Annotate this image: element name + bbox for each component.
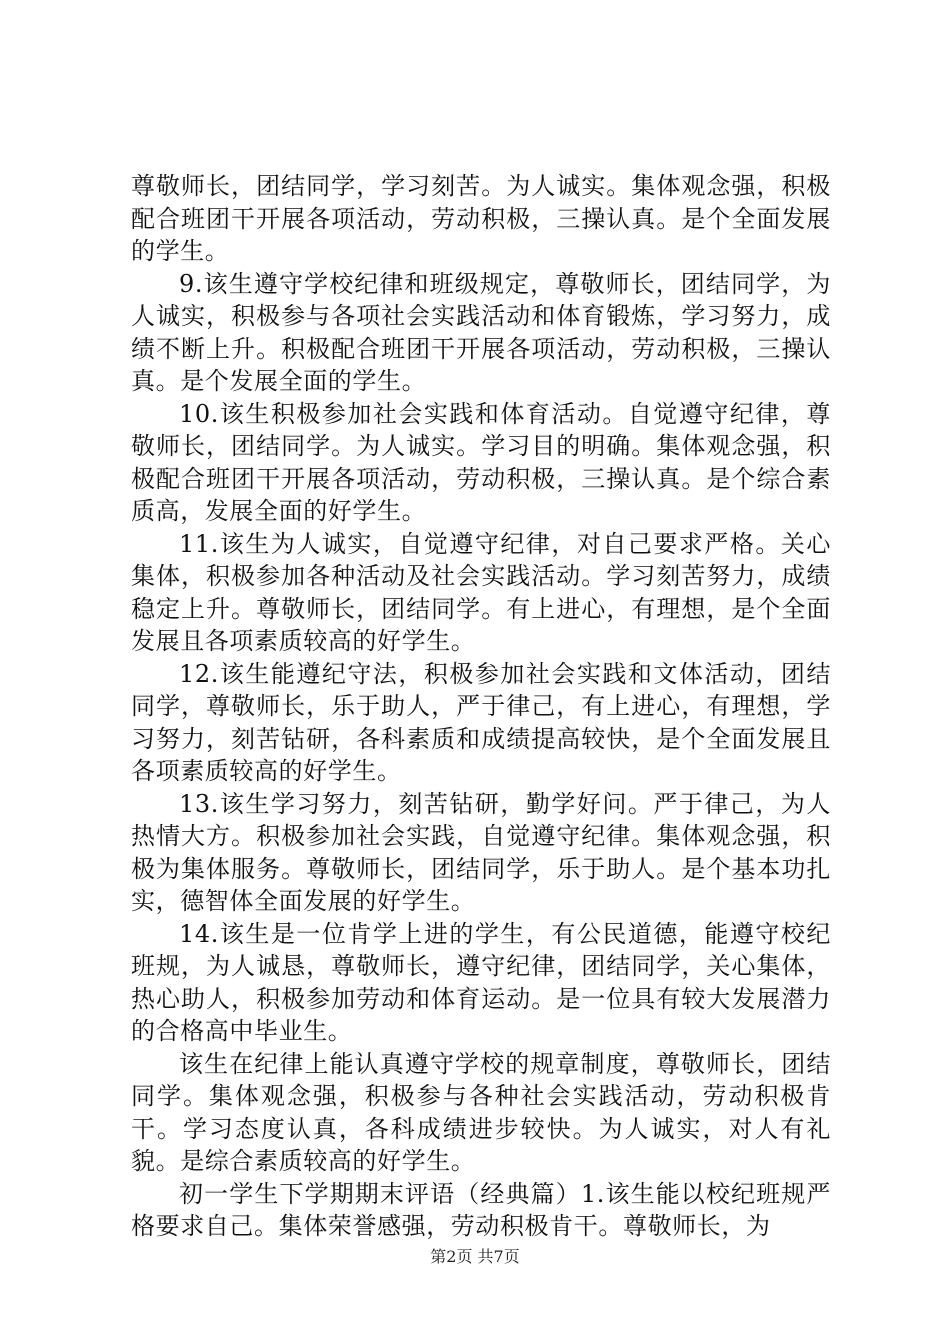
paragraph-continuation: 尊敬师长，团结同学，学习刻苦。为人诚实。集体观念强，积极配合班团干开展各项活动，劳动积极，三操认真。是个全面发展的学生。 [131,172,831,265]
paragraph-item-13: 13.该生学习努力，刻苦钻研，勤学好问。严于律己，为人热情大方。积极参加社会实践，自觉遵守纪律。集体观念强，积极为集体服务。尊敬师长，团结同学，乐于助人。是个基本功扎实，德智体全面发展的好学生。 [131,789,831,915]
paragraph-general-comment: 该生在纪律上能认真遵守学校的规章制度，尊敬师长，团结同学。集体观念强，积极参与各种社会实践活动，劳动积极肯干。学习态度认真，各科成绩进步较快。为人诚实，对人有礼貌。是综合素质较高的好学生。 [131,1049,831,1175]
paragraph-item-14: 14.该生是一位肯学上进的学生，有公民道德，能遵守校纪班规，为人诚恳，尊敬师长，遵守纪律，团结同学，关心集体，热心助人，积极参加劳动和体育运动。是一位具有较大发展潜力的合格高中毕业生。 [131,919,831,1045]
paragraph-item-10: 10.该生积极参加社会实践和体育活动。自觉遵守纪律，尊敬师长，团结同学。为人诚实。学习目的明确。集体观念强，积极配合班团干开展各项活动，劳动积极，三操认真。是个综合素质高，发展全面的好学生。 [131,399,831,525]
document-body [131,170,831,1243]
paragraph-item-11: 11.该生为人诚实，自觉遵守纪律，对自己要求严格。关心集体，积极参加各种活动及社会实践活动。学习刻苦努力，成绩稳定上升。尊敬师长，团结同学。有上进心，有理想，是个全面发展且各项素质较高的好学生。 [131,529,831,655]
paragraph-item-12: 12.该生能遵纪守法，积极参加社会实践和文体活动，团结同学，尊敬师长，乐于助人，严于律己，有上进心，有理想，学习努力，刻苦钻研，各科素质和成绩提高较快，是个全面发展且各项素质较高的好学生。 [131,659,831,785]
page-number-footer: 第2页 共7页 [430,1247,520,1266]
paragraph-item-9: 9.该生遵守学校纪律和班级规定，尊敬师长，团结同学，为人诚实，积极参与各项社会实践活动和体育锻炼，学习努力，成绩不断上升。积极配合班团干开展各项活动，劳动积极，三操认真。是个发展全面的学生。 [131,269,831,395]
paragraph-section-start: 初一学生下学期期末评语（经典篇）1.该生能以校纪班规严格要求自己。集体荣誉感强，劳动积极肯干。尊敬师长，为 [131,1179,831,1240]
